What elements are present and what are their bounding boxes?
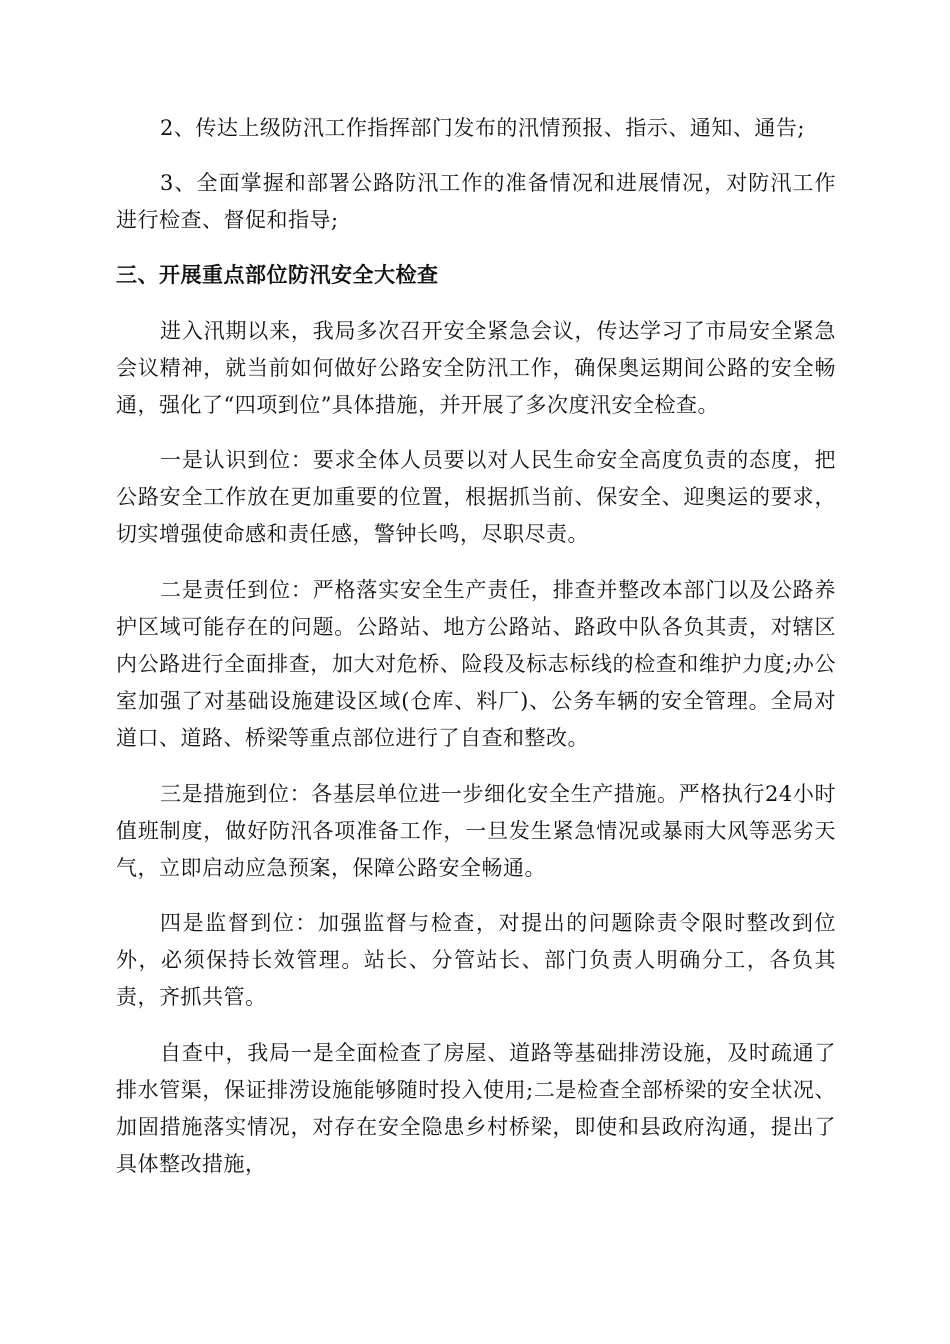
paragraph-self-inspection: 自查中，我局一是全面检查了房屋、道路等基础排涝设施，及时疏通了排水管渠，保证排涝设施能够随时投入使用;二是检查全部桥梁的安全状况、加固措施落实情况，对存在安全隐患乡村桥梁，即使和县政府沟通，提出了具体整改措施，: [116, 1041, 836, 1176]
section-heading: 三、开展重点部位防汛安全大检查: [116, 263, 439, 287]
paragraph-intro: 进入汛期以来，我局多次召开安全紧急会议，传达学习了市局安全紧急会议精神，就当前如何做好公路安全防汛工作，确保奥运期间公路的安全畅通，强化了“四项到位”具体措施，并开展了多次度汛安全检查。: [116, 319, 836, 417]
paragraph-responsibility: 二是责任到位：严格落实安全生产责任，排查并整改本部门以及公路养护区域可能存在的问题。公路站、地方公路站、路政中队各负其责，对辖区内公路进行全面排查，加大对危桥、险段及标志标线的检查和维护力度;办公室加强了对基础设施建设区域(仓库、料厂)、公务车辆的安全管理。全局对道口、道路、桥梁等重点部位进行了自查和整改。: [116, 578, 836, 750]
paragraph-item-2: 2、传达上级防汛工作指挥部门发布的汛情预报、指示、通知、通告;: [160, 116, 805, 140]
paragraph-awareness: 一是认识到位：要求全体人员要以对人民生命安全高度负责的态度，把公路安全工作放在更加重要的位置，根据抓当前、保安全、迎奥运的要求，切实增强使命感和责任感，警钟长鸣，尽职尽责。: [116, 448, 836, 546]
paragraph-measures: 三是措施到位：各基层单位进一步细化安全生产措施。严格执行24小时值班制度，做好防汛各项准备工作，一旦发生紧急情况或暴雨大风等恶劣天气，立即启动应急预案，保障公路安全畅通。: [116, 782, 836, 880]
paragraph-item-3: 3、全面掌握和部署公路防汛工作的准备情况和进展情况，对防汛工作进行检查、督促和指导;: [116, 171, 836, 232]
paragraph-supervision: 四是监督到位：加强监督与检查，对提出的问题除责令限时整改到位外，必须保持长效管理。站长、分管站长、部门负责人明确分工，各负其责，齐抓共管。: [116, 911, 836, 1009]
